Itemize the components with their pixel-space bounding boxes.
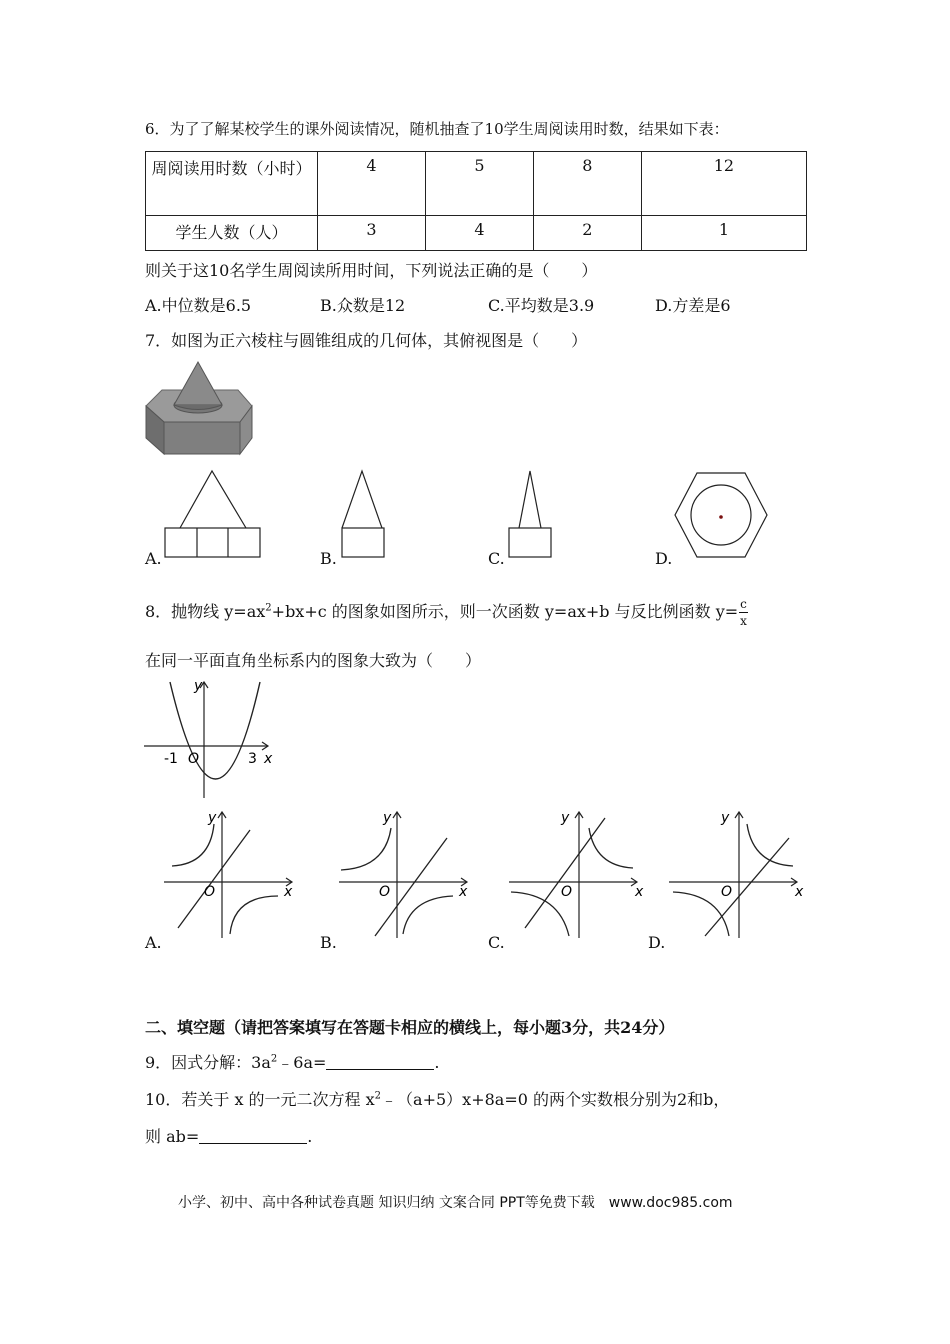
q9-end: . bbox=[434, 1053, 440, 1072]
root-right-label: 3 bbox=[248, 751, 257, 767]
q10 bbox=[145, 1087, 729, 1110]
fraction-denominator: x bbox=[740, 614, 747, 628]
q8-option-c-graph bbox=[505, 808, 645, 940]
axis-x-label: x bbox=[635, 884, 644, 900]
axis-x-label: x bbox=[459, 884, 468, 900]
q8-fraction bbox=[739, 598, 748, 627]
page-footer: 小学、初中、高中各种试卷真题 知识归纳 文案合同 PPT等免费下载 www.doc985.com bbox=[178, 1195, 733, 1211]
table-cell: 1 bbox=[641, 216, 806, 251]
q6-option-a: A.中位数是6.5 bbox=[145, 296, 252, 315]
q6-question: 则关于这10名学生周阅读所用时间，下列说法正确的是（ ） bbox=[145, 261, 598, 280]
axis-y-label: y bbox=[208, 810, 217, 826]
table-cell: 5 bbox=[425, 152, 533, 216]
axis-y-label: y bbox=[383, 810, 392, 826]
q7-option-a-figure bbox=[160, 468, 265, 560]
q8-stem-b: +bx+c 的图象如图所示，则一次函数 y=ax+b 与反比例函数 y= bbox=[271, 602, 739, 621]
table-cell: 4 bbox=[318, 152, 426, 216]
axis-y-label: y bbox=[194, 678, 203, 694]
q7-option-d-label: D. bbox=[655, 549, 673, 568]
fraction-numerator: c bbox=[740, 597, 747, 611]
origin-label: O bbox=[188, 751, 200, 767]
q6-option-b: B.众数是12 bbox=[320, 296, 406, 315]
table-cell: 2 bbox=[533, 216, 641, 251]
table-header-hours: 周阅读用时数（小时） bbox=[146, 152, 318, 216]
q9-answer-blank[interactable] bbox=[326, 1053, 434, 1070]
q8-option-a-graph bbox=[160, 808, 300, 940]
parabola-graph bbox=[140, 676, 280, 802]
hexprism-cone-figure bbox=[140, 358, 260, 460]
q8-option-b-graph bbox=[335, 808, 475, 940]
q8-option-b-label: B. bbox=[320, 933, 337, 952]
root-left-label: -1 bbox=[164, 751, 178, 767]
q7-option-c-label: C. bbox=[488, 549, 505, 568]
q10-answer-blank[interactable] bbox=[199, 1127, 307, 1144]
table-row bbox=[146, 152, 807, 216]
reading-time-table bbox=[145, 151, 807, 251]
q7-option-c-figure bbox=[505, 468, 557, 560]
q6-stem: 6．为了了解某校学生的课外阅读情况，随机抽查了10学生周阅读用时数，结果如下表： bbox=[145, 120, 729, 138]
q6-option-d: D.方差是6 bbox=[655, 296, 731, 315]
q8-option-d-label: D. bbox=[648, 933, 666, 952]
q10-end: . bbox=[307, 1127, 313, 1146]
q8-superscript: 2 bbox=[265, 602, 272, 614]
q9-text-b: ﹣6a= bbox=[277, 1053, 327, 1072]
origin-label: O bbox=[561, 884, 573, 900]
origin-label: O bbox=[204, 884, 216, 900]
q8-stem-a: 8．抛物线 y=ax bbox=[145, 602, 266, 621]
q10-line2 bbox=[145, 1124, 312, 1147]
q10-superscript: 2 bbox=[374, 1090, 382, 1102]
axis-x-label: x bbox=[795, 884, 804, 900]
table-cell: 12 bbox=[641, 152, 806, 216]
q10-text-b: ﹣（a+5）x+8a=0 的两个实数根分别为2和b， bbox=[381, 1090, 730, 1109]
q8-option-c-label: C. bbox=[488, 933, 505, 952]
q7-stem: 7．如图为正六棱柱与圆锥组成的几何体，其俯视图是（ ） bbox=[145, 331, 588, 350]
origin-label: O bbox=[721, 884, 733, 900]
table-header-students: 学生人数（人） bbox=[146, 216, 318, 251]
q10-line2-text: 则 ab= bbox=[145, 1127, 200, 1146]
axis-x-label: x bbox=[284, 884, 293, 900]
q8-stem-line2: 在同一平面直角坐标系内的图象大致为（ ） bbox=[145, 651, 482, 670]
q7-option-d-figure bbox=[672, 470, 770, 560]
q8-stem bbox=[145, 598, 748, 627]
q10-text-a: 10．若关于 x 的一元二次方程 x bbox=[145, 1090, 375, 1109]
q8-option-d-graph bbox=[665, 808, 805, 940]
q9-superscript: 2 bbox=[270, 1053, 278, 1065]
q7-option-b-label: B. bbox=[320, 549, 337, 568]
q7-option-a-label: A. bbox=[145, 549, 162, 568]
q9-text-a: 9．因式分解：3a bbox=[145, 1053, 271, 1072]
axis-y-label: y bbox=[561, 810, 570, 826]
origin-label: O bbox=[379, 884, 391, 900]
section-heading: 二、填空题（请把答案填写在答题卡相应的横线上，每小题3分，共24分） bbox=[145, 1018, 675, 1037]
q9 bbox=[145, 1050, 440, 1073]
q8-option-a-label: A. bbox=[145, 933, 162, 952]
table-cell: 3 bbox=[318, 216, 426, 251]
axis-y-label: y bbox=[721, 810, 730, 826]
q6-option-c: C.平均数是3.9 bbox=[488, 296, 595, 315]
table-row bbox=[146, 216, 807, 251]
q7-option-b-figure bbox=[338, 468, 390, 560]
table-cell: 4 bbox=[425, 216, 533, 251]
axis-x-label: x bbox=[264, 751, 273, 767]
table-cell: 8 bbox=[533, 152, 641, 216]
